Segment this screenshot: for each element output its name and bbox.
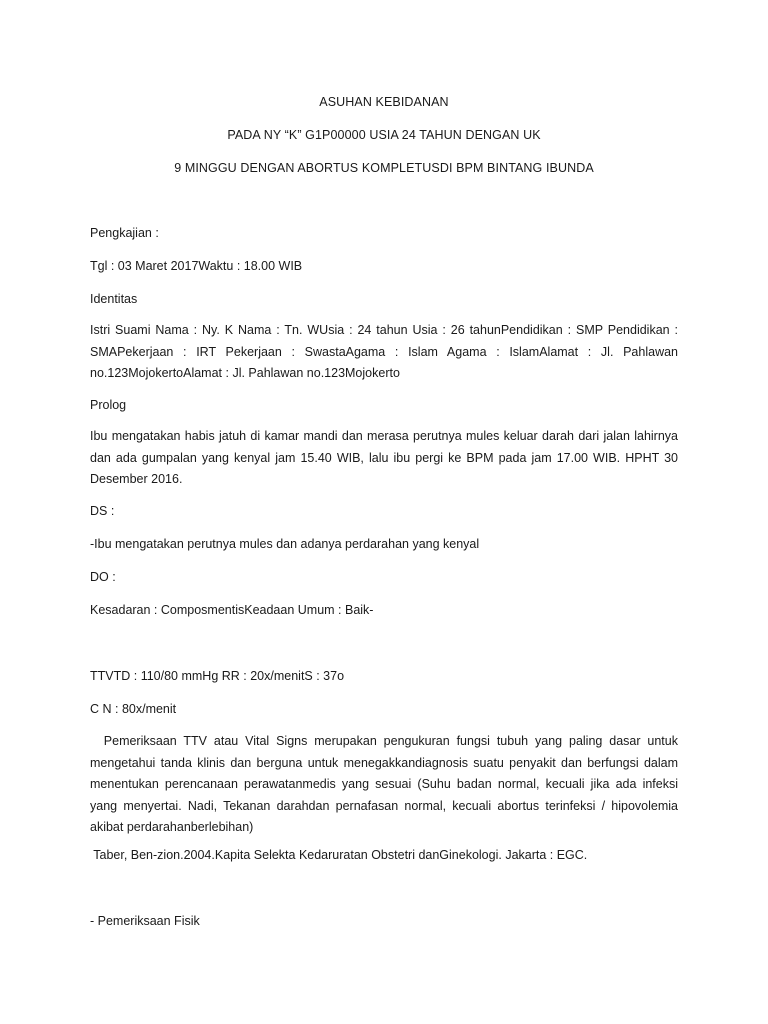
document-title-line-1: ASUHAN KEBIDANAN [319,95,449,109]
pemeriksaan-ttv-paragraph: Pemeriksaan TTV atau Vital Signs merupakan pengukuran fungsi tubuh yang paling dasar untuk mengetahui tanda klinis dan berguna untuk menegakkandiagnosis suatu penyakit dan berfungsi dalam menentukan perencanaan perawatanmedis yang sesuai (Suhu badan normal, kecuali jika ada infeksi yang menyertai. Nadi, Tekanan darahdan pernafasan normal, kecuali abortus terinfeksi / hipovolemia akibat perdarahanberlebihan) [90,734,682,834]
ds-text: -Ibu mengatakan perutnya mules dan adanya perdarahan yang kenyal [90,537,480,551]
kesadaran-text: Kesadaran : ComposmentisKeadaan Umum : Baik- [90,603,374,617]
prolog-label: Prolog [90,398,127,412]
document-title-line-3: 9 MINGGU DENGAN ABORTUS KOMPLETUSDI BPM BINTANG IBUNDA [174,161,594,175]
document-title-line-2: PADA NY “K” G1P00000 USIA 24 TAHUN DENGAN UK [227,128,541,142]
pemeriksaan-fisik-label: - Pemeriksaan Fisik [90,914,200,928]
referensi-text: Taber, Ben-zion.2004.Kapita Selekta Kedaruratan Obstetri danGinekologi. Jakarta : EGC. [90,848,588,862]
ds-label: DS : [90,504,115,518]
ttv-text: TTVTD : 110/80 mmHg RR : 20x/menitS : 37o [90,669,345,683]
identitas-paragraph: Istri Suami Nama : Ny. K Nama : Tn. WUsia : 24 tahun Usia : 26 tahunPendidikan : SMP Pendidikan : SMAPekerjaan : IRT Pekerjaan : SwastaAgama : Islam Agama : IslamAlamat : Jl. Pahlawan no.123MojokertoAlamat : Jl. Pahlawan no.123Mojokerto [90,323,678,380]
do-label: DO : [90,570,116,584]
nadi-text: C N : 80x/menit [90,702,177,716]
pengkajian-label: Pengkajian : [90,226,159,240]
tanggal-waktu: Tgl : 03 Maret 2017Waktu : 18.00 WIB [90,259,303,273]
identitas-label: Identitas [90,292,138,306]
prolog-paragraph: Ibu mengatakan habis jatuh di kamar mandi dan merasa perutnya mules keluar darah dari jalan lahirnya dan ada gumpalan yang kenyal jam 15.40 WIB, lalu ibu pergi ke BPM pada jam 17.00 WIB. HPHT 30 Desember 2016. [90,429,678,486]
